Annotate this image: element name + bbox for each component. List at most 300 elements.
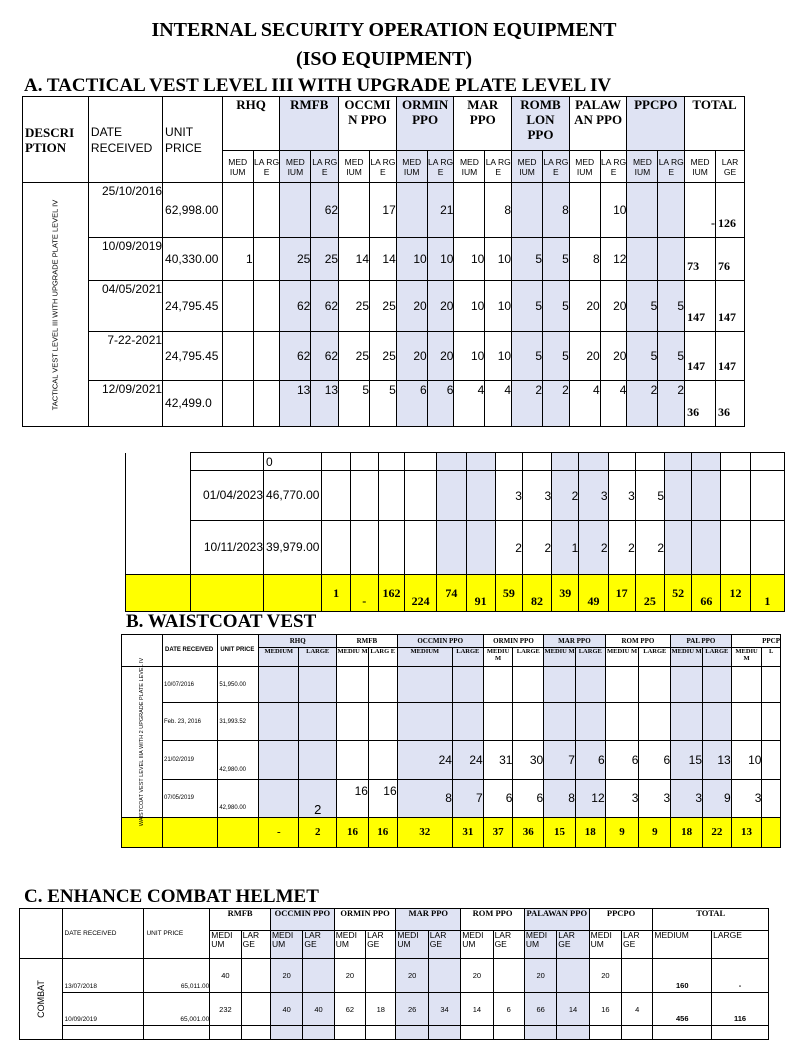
subheader-cell: LAR GE (303, 931, 334, 959)
value-cell (253, 183, 280, 238)
empty-cell (264, 575, 322, 612)
column-group-header: ROMB LON PPO (512, 97, 570, 151)
value-cell: 20 (396, 281, 427, 332)
subheader-cell: MEDIU M (483, 648, 513, 667)
value-cell: 18 (366, 993, 396, 1026)
value-cell: 1 (222, 238, 253, 281)
value-cell (692, 521, 721, 575)
document-title: INTERNAL SECURITY OPERATION EQUIPMENT (151, 19, 617, 41)
value-cell: 31 (483, 741, 513, 780)
value-cell: 4 (622, 993, 653, 1026)
date-cell: 10/07/2016 (162, 667, 217, 703)
value-cell: 6 (575, 741, 605, 780)
table-row (23, 183, 745, 238)
empty-cell (653, 1026, 712, 1040)
column-group-header: RMFB (210, 909, 271, 931)
date-cell: 10/09/2019 (62, 993, 144, 1026)
value-cell: 10 (454, 281, 485, 332)
empty-cell (589, 1026, 621, 1040)
column-group-header: MAR PPO (544, 635, 605, 648)
empty-cell (162, 817, 217, 847)
total-cell: 22 (703, 817, 732, 847)
table-combat-helmet (19, 908, 769, 1040)
subheader-cell: MEDI UM (270, 931, 302, 959)
total-cell: 36 (513, 817, 544, 847)
date-cell: 13/07/2018 (62, 959, 144, 993)
value-cell: 2 (627, 381, 658, 427)
value-cell (222, 281, 253, 332)
value-cell: 5 (627, 332, 658, 381)
value-cell: 62 (311, 332, 339, 381)
value-cell: 66 (524, 993, 556, 1026)
value-cell: 7 (452, 780, 483, 818)
subheader-medium: MED IUM (396, 151, 427, 183)
value-cell: 10 (454, 332, 485, 381)
subheader-medium: MED IUM (512, 151, 543, 183)
value-cell: 5 (370, 381, 397, 427)
total-medium-cell: - (685, 183, 716, 238)
table-row (126, 521, 785, 575)
value-cell (337, 702, 369, 741)
empty-cell (405, 453, 437, 471)
total-cell: 37 (483, 817, 513, 847)
table-row (122, 780, 781, 818)
table-row (122, 667, 781, 703)
total-cell: 2 (299, 817, 337, 847)
subheader-cell: LAR GE (428, 931, 460, 959)
empty-cell (495, 453, 522, 471)
value-cell: 20 (569, 332, 600, 381)
value-cell: 20 (524, 959, 556, 993)
date-cell: 10/11/2023 (191, 521, 264, 575)
value-cell (378, 521, 404, 575)
value-cell (544, 702, 576, 741)
value-cell: 34 (428, 993, 460, 1026)
value-cell (605, 667, 639, 703)
subheader-cell: LAR GE (622, 931, 653, 959)
value-cell: 10 (485, 238, 512, 281)
total-cell: 32 (397, 817, 452, 847)
date-cell: 25/10/2016 (88, 183, 162, 238)
total-cell: 16 (337, 817, 369, 847)
value-cell: 3 (639, 780, 671, 818)
total-large-cell: 147 (716, 332, 745, 381)
empty-cell (303, 1026, 334, 1040)
date-cell: 7-22-2021 (88, 332, 162, 381)
value-cell (605, 702, 639, 741)
price-cell: 24,795.45 (163, 332, 223, 381)
total-large-cell: 76 (716, 238, 745, 281)
value-cell: 20 (589, 959, 621, 993)
value-cell (368, 741, 397, 780)
value-cell: 12 (600, 238, 627, 281)
header-row (23, 97, 745, 151)
value-cell (512, 183, 543, 238)
total-cell: 49 (579, 575, 608, 612)
total-cell: 13 (731, 817, 762, 847)
value-cell (299, 702, 337, 741)
value-cell (454, 183, 485, 238)
empty-cell (524, 1026, 556, 1040)
total-cell: 18 (575, 817, 605, 847)
date-cell: 04/05/2021 (88, 281, 162, 332)
empty-cell (750, 453, 784, 471)
value-cell: 6 (639, 741, 671, 780)
value-cell: 3 (605, 780, 639, 818)
subheader-medium: MED IUM (222, 151, 253, 183)
value-cell: 7 (544, 741, 576, 780)
total-cell: 52 (665, 575, 692, 612)
section-b-heading: B. WAISTCOAT VEST (126, 611, 317, 632)
value-cell: 62 (334, 993, 365, 1026)
total-cell: 162 (378, 575, 404, 612)
total-cell: 15 (544, 817, 576, 847)
value-cell: 4 (485, 381, 512, 427)
date-cell: 10/09/2019 (88, 238, 162, 281)
empty-cell (721, 453, 750, 471)
value-cell: 20 (600, 332, 627, 381)
price-cell: 46,770.00 (264, 471, 322, 521)
column-group-header: ROM PPO (461, 909, 525, 931)
value-cell: 10 (600, 183, 627, 238)
subheader-cell: LAR GE (493, 931, 524, 959)
value-cell: 20 (334, 959, 365, 993)
value-cell (658, 238, 685, 281)
value-cell: 16 (589, 993, 621, 1026)
price-cell: 62,998.00 (163, 183, 223, 238)
value-cell: 6 (396, 381, 427, 427)
price-cell: 65,001.00 (144, 993, 210, 1026)
column-group-header: RMFB (280, 97, 339, 151)
table-row (122, 702, 781, 741)
value-cell: 13 (311, 381, 339, 427)
value-cell (627, 183, 658, 238)
value-cell: 3 (495, 471, 522, 521)
subheader-cell: MEDI UM (334, 931, 365, 959)
value-cell: 14 (557, 993, 589, 1026)
value-cell (280, 183, 311, 238)
table-row (126, 453, 785, 471)
table-row (23, 381, 745, 427)
value-cell: 5 (512, 332, 543, 381)
header-row (122, 635, 781, 648)
value-cell: 15 (671, 741, 703, 780)
column-group-header: ORMIN PPO (334, 909, 396, 931)
empty-cell (191, 575, 264, 612)
value-cell: 26 (396, 993, 428, 1026)
table-tactical-vest (22, 96, 745, 427)
table-row (122, 741, 781, 780)
value-cell (575, 702, 605, 741)
value-cell: 25 (370, 281, 397, 332)
empty-cell (322, 453, 350, 471)
column-group-header: RHQ (222, 97, 280, 151)
value-cell: 13 (703, 741, 732, 780)
column-group-header: ROM PPO (605, 635, 671, 648)
value-cell (671, 667, 703, 703)
subheader-large: LAR GE (716, 151, 745, 183)
value-cell: 4 (454, 381, 485, 427)
value-cell: 6 (483, 780, 513, 818)
empty-cell (191, 453, 264, 471)
table-row (20, 993, 769, 1026)
value-cell (721, 471, 750, 521)
value-cell: 2 (579, 521, 608, 575)
value-cell: 20 (427, 332, 454, 381)
value-cell (569, 183, 600, 238)
value-cell: 5 (512, 238, 543, 281)
value-cell (731, 667, 762, 703)
value-cell (639, 702, 671, 741)
value-cell: 456 (653, 993, 712, 1026)
value-cell: 232 (210, 993, 241, 1026)
total-medium-cell: 147 (685, 281, 716, 332)
subheader-large: LA RG E (427, 151, 454, 183)
totals-row (122, 817, 781, 847)
value-cell: 3 (608, 471, 635, 521)
empty-cell (493, 1026, 524, 1040)
value-cell (241, 993, 270, 1026)
value-cell: 5 (543, 238, 570, 281)
price-cell: 51,950.00 (218, 667, 259, 703)
empty-cell (144, 1026, 210, 1040)
value-cell (665, 471, 692, 521)
column-group-header: RMFB (337, 635, 397, 648)
value-cell (253, 238, 280, 281)
value-cell: 2 (658, 381, 685, 427)
empty-cell (350, 471, 378, 521)
value-cell (241, 959, 270, 993)
column-header-description: DESCRI PTION (23, 97, 89, 183)
subheader-cell: MEDI UM (461, 931, 493, 959)
empty-cell (579, 453, 608, 471)
subheader-cell: LARGE (575, 648, 605, 667)
column-header-price: UNIT PRICE (163, 97, 223, 183)
total-cell: - (259, 817, 299, 847)
value-cell: 62 (311, 183, 339, 238)
column-group-header: OCCMIN PPO (397, 635, 483, 648)
total-large-cell: 36 (716, 381, 745, 427)
total-large-cell: 147 (716, 281, 745, 332)
value-cell: 5 (627, 281, 658, 332)
table-row (23, 238, 745, 281)
column-group-header: PPCPO (627, 97, 685, 151)
subheader-cell: MEDIUM (653, 931, 712, 959)
value-cell: 40 (270, 993, 302, 1026)
empty-cell (552, 453, 579, 471)
column-group-header: PPCPO (589, 909, 653, 931)
empty-cell (557, 1026, 589, 1040)
column-header-price: UNIT PRICE (218, 635, 259, 667)
value-cell: 5 (339, 381, 370, 427)
value-cell (731, 702, 762, 741)
value-cell (437, 521, 466, 575)
subheader-large: LA RG E (600, 151, 627, 183)
subheader-cell: MEDIU M (605, 648, 639, 667)
value-cell: 8 (569, 238, 600, 281)
value-cell: 10 (396, 238, 427, 281)
value-cell: 10 (485, 332, 512, 381)
column-group-header: MAR PPO (454, 97, 512, 151)
value-cell: 20 (600, 281, 627, 332)
empty-cell (635, 453, 664, 471)
subheader-cell: MEDIU M (337, 648, 369, 667)
total-cell: 16 (368, 817, 397, 847)
value-cell (222, 381, 253, 427)
total-cell: 39 (552, 575, 579, 612)
column-group-header: PALAW AN PPO (569, 97, 627, 151)
total-cell: 74 (437, 575, 466, 612)
value-cell: 21 (427, 183, 454, 238)
price-cell: 42,980.00 (218, 780, 259, 818)
price-cell: 24,795.45 (163, 281, 223, 332)
value-cell (368, 667, 397, 703)
total-cell: 9 (605, 817, 639, 847)
table-row (23, 281, 745, 332)
value-cell: 5 (635, 471, 664, 521)
subheader-cell: MEDI UM (524, 931, 556, 959)
total-cell: 59 (495, 575, 522, 612)
table-row (126, 471, 785, 521)
date-cell: 01/04/2023 (191, 471, 264, 521)
vertical-label: WAISTCOAT VEST LEVEL IIIA WITH 2 UPGRADE PLATE LEVEL IV (138, 657, 145, 827)
total-cell: - (350, 575, 378, 612)
value-cell (259, 667, 299, 703)
subheader-medium: MED IUM (454, 151, 485, 183)
subheader-cell: MEDIUM (259, 648, 299, 667)
value-cell (337, 667, 369, 703)
table-row (20, 959, 769, 993)
value-cell (762, 741, 781, 780)
value-cell (762, 780, 781, 818)
column-header-date: DATE RECEIVED (62, 909, 144, 959)
value-cell: 17 (370, 183, 397, 238)
column-group-header: PPCP (731, 635, 780, 648)
value-cell: 8 (543, 183, 570, 238)
value-cell: 5 (543, 332, 570, 381)
value-cell: 6 (493, 993, 524, 1026)
value-cell (405, 471, 437, 521)
value-cell: 3 (671, 780, 703, 818)
value-cell (378, 471, 404, 521)
value-cell (339, 183, 370, 238)
empty-cell (62, 1026, 144, 1040)
value-cell (405, 521, 437, 575)
empty-cell (322, 521, 350, 575)
column-group-header: TOTAL (653, 909, 769, 931)
value-cell: 2 (299, 780, 337, 818)
value-cell: 10 (731, 741, 762, 780)
total-cell: 224 (405, 575, 437, 612)
total-cell: 17 (608, 575, 635, 612)
subheader-cell: MEDIU M (671, 648, 703, 667)
value-cell (513, 667, 544, 703)
empty-cell (378, 453, 404, 471)
subheader-cell: L (762, 648, 781, 667)
empty-cell (218, 817, 259, 847)
subheader-cell: MEDIU M (731, 648, 762, 667)
value-cell: 160 (653, 959, 712, 993)
value-cell: 12 (575, 780, 605, 818)
empty-cell (126, 521, 191, 575)
column-group-header: MAR PPO (396, 909, 461, 931)
value-cell: 20 (461, 959, 493, 993)
value-cell: 2 (543, 381, 570, 427)
value-cell (721, 521, 750, 575)
value-cell: 10 (454, 238, 485, 281)
subheader-cell: LAR GE (241, 931, 270, 959)
total-cell: 9 (639, 817, 671, 847)
subheader-cell: MEDI UM (396, 931, 428, 959)
value-cell (750, 471, 784, 521)
value-cell (397, 667, 452, 703)
value-cell: 24 (452, 741, 483, 780)
value-cell: - (712, 959, 769, 993)
value-cell: 5 (658, 332, 685, 381)
price-cell: 65,011.00 (144, 959, 210, 993)
value-cell: 13 (280, 381, 311, 427)
subheader-medium: MED IUM (280, 151, 311, 183)
column-group-header: PAL PPO (671, 635, 731, 648)
value-cell: 62 (280, 281, 311, 332)
value-cell: 4 (569, 381, 600, 427)
value-cell (762, 667, 781, 703)
empty-cell (428, 1026, 460, 1040)
value-cell: 2 (522, 521, 551, 575)
empty-cell (210, 1026, 241, 1040)
value-cell (259, 780, 299, 818)
section-a-heading: A. TACTICAL VEST LEVEL III WITH UPGRADE PLATE LEVEL IV (24, 75, 612, 96)
subheader-large: LA RG E (543, 151, 570, 183)
value-cell: 2 (608, 521, 635, 575)
value-cell: 8 (485, 183, 512, 238)
value-cell (222, 332, 253, 381)
empty-cell (322, 471, 350, 521)
value-cell: 25 (339, 281, 370, 332)
total-cell: 12 (721, 575, 750, 612)
value-cell: 4 (600, 381, 627, 427)
total-cell: 1 (750, 575, 784, 612)
empty-cell (20, 909, 63, 959)
value-cell: 14 (461, 993, 493, 1026)
price-cell: 31,993.52 (218, 702, 259, 741)
value-cell: 25 (280, 238, 311, 281)
value-cell (750, 521, 784, 575)
value-cell (337, 741, 369, 780)
subheader-large: LA RG E (253, 151, 280, 183)
document-subtitle: (ISO EQUIPMENT) (295, 48, 473, 70)
value-cell: 5 (543, 281, 570, 332)
value-cell (557, 959, 589, 993)
value-cell: 3 (579, 471, 608, 521)
value-cell: 6 (513, 780, 544, 818)
value-cell (513, 702, 544, 741)
value-cell (259, 741, 299, 780)
column-group-header: ORMIN PPO (396, 97, 454, 151)
vertical-label: TACTICAL VEST LEVEL III WITH UPGRADE PLATE LEVEL IV (50, 199, 60, 410)
total-cell: 91 (466, 575, 495, 612)
value-cell (483, 702, 513, 741)
value-cell: 6 (427, 381, 454, 427)
value-cell (259, 702, 299, 741)
column-group-header: TOTAL (685, 97, 745, 151)
empty-cell (350, 521, 378, 575)
column-header-date: DATE RECEIVED (88, 97, 162, 183)
total-cell: 31 (452, 817, 483, 847)
value-cell (253, 332, 280, 381)
table-row (20, 1026, 769, 1040)
empty-cell (692, 453, 721, 471)
